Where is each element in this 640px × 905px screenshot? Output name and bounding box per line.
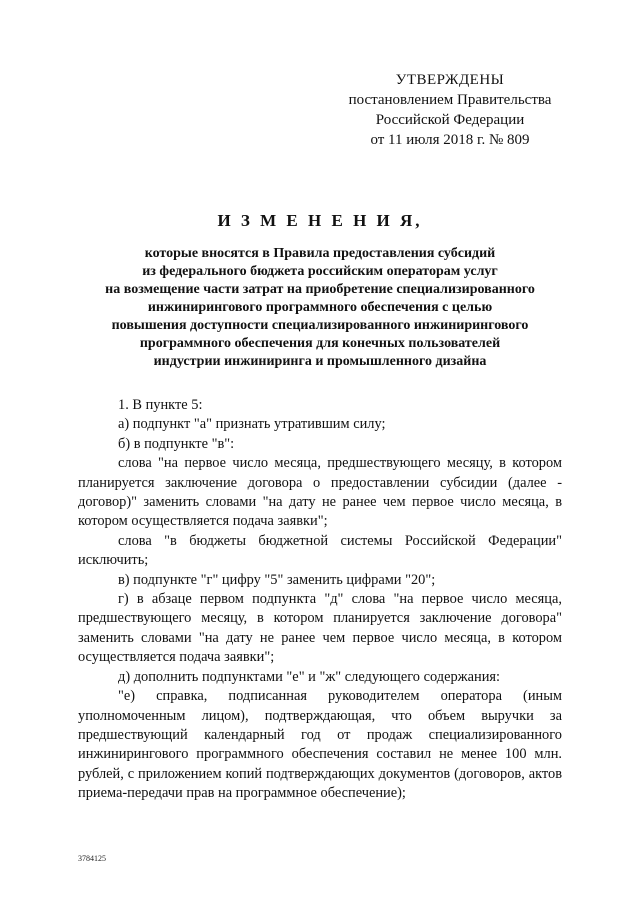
paragraph-subitem-d: д) дополнить подпунктами "е" и "ж" следующего содержания:: [118, 668, 501, 685]
paragraph-subitem-a: а) подпункт "а" признать утратившим силу;: [118, 416, 386, 433]
subtitle-line: из федерального бюджета российским операторам услуг: [142, 264, 498, 279]
document-subtitle: [60, 245, 580, 371]
subtitle-line: повышения доступности специализированного инжинирингового: [111, 318, 529, 333]
subtitle-line: на возмещение части затрат на приобретение специализированного: [105, 282, 535, 297]
paragraph-subitem-v: в) подпункте "г" цифру "5" заменить цифрами "20";: [118, 571, 436, 588]
subtitle-line: которые вносятся в Правила предоставления субсидий: [144, 246, 496, 261]
subtitle-line: индустрии инжиниринга и промышленного дизайна: [153, 354, 487, 369]
paragraph-replace-words: слова "на первое число месяца, предшествующего месяцу, в котором планируется заключение договора о предоставлении субсидии (далее - договор)" заменить словами "на дату не ранее чем первое число месяца, в котором осуществляется подача заявки";: [78, 455, 562, 530]
approval-line-2: Российской Федерации: [375, 112, 525, 128]
document-code: 3784125: [78, 854, 106, 863]
paragraph-subitem-e: "е) справка, подписанная руководителем оператора (иным уполномоченным лицом), подтверждающая, что объем выручки за предшествующий календарный год от продаж специализированного инжинирингового программного обеспечения составил не менее 100 млн. рублей, с приложением копий подтверждающих документов (договоров, актов приема-передачи прав на программное обеспечение);: [78, 688, 562, 802]
approval-title: УТВЕРЖДЕНЫ: [395, 72, 505, 88]
approval-stamp: [330, 70, 570, 150]
subtitle-line: инжинирингового программного обеспечения с целью: [147, 300, 493, 315]
document-body: [78, 396, 562, 804]
approval-line-1: постановлением Правительства: [348, 92, 552, 108]
paragraph-item-1: 1. В пункте 5:: [118, 397, 203, 413]
paragraph-exclude-words: слова "в бюджеты бюджетной системы Российской Федерации" исключить;: [78, 532, 562, 569]
paragraph-subitem-b: б) в подпункте "в":: [118, 435, 235, 452]
subtitle-line: программного обеспечения для конечных пользователей: [139, 336, 501, 351]
document-heading: И З М Е Н Е Н И Я,: [217, 211, 423, 230]
paragraph-subitem-g: г) в абзаце первом подпункта "д" слова "на первое число месяца, предшествующего месяцу, в котором планируется заключение договора" заменить словами "на дату не ранее чем первое число месяца, в котором осуществляется подача заявки";: [78, 591, 562, 666]
approval-line-3: от 11 июля 2018 г. № 809: [370, 132, 530, 148]
